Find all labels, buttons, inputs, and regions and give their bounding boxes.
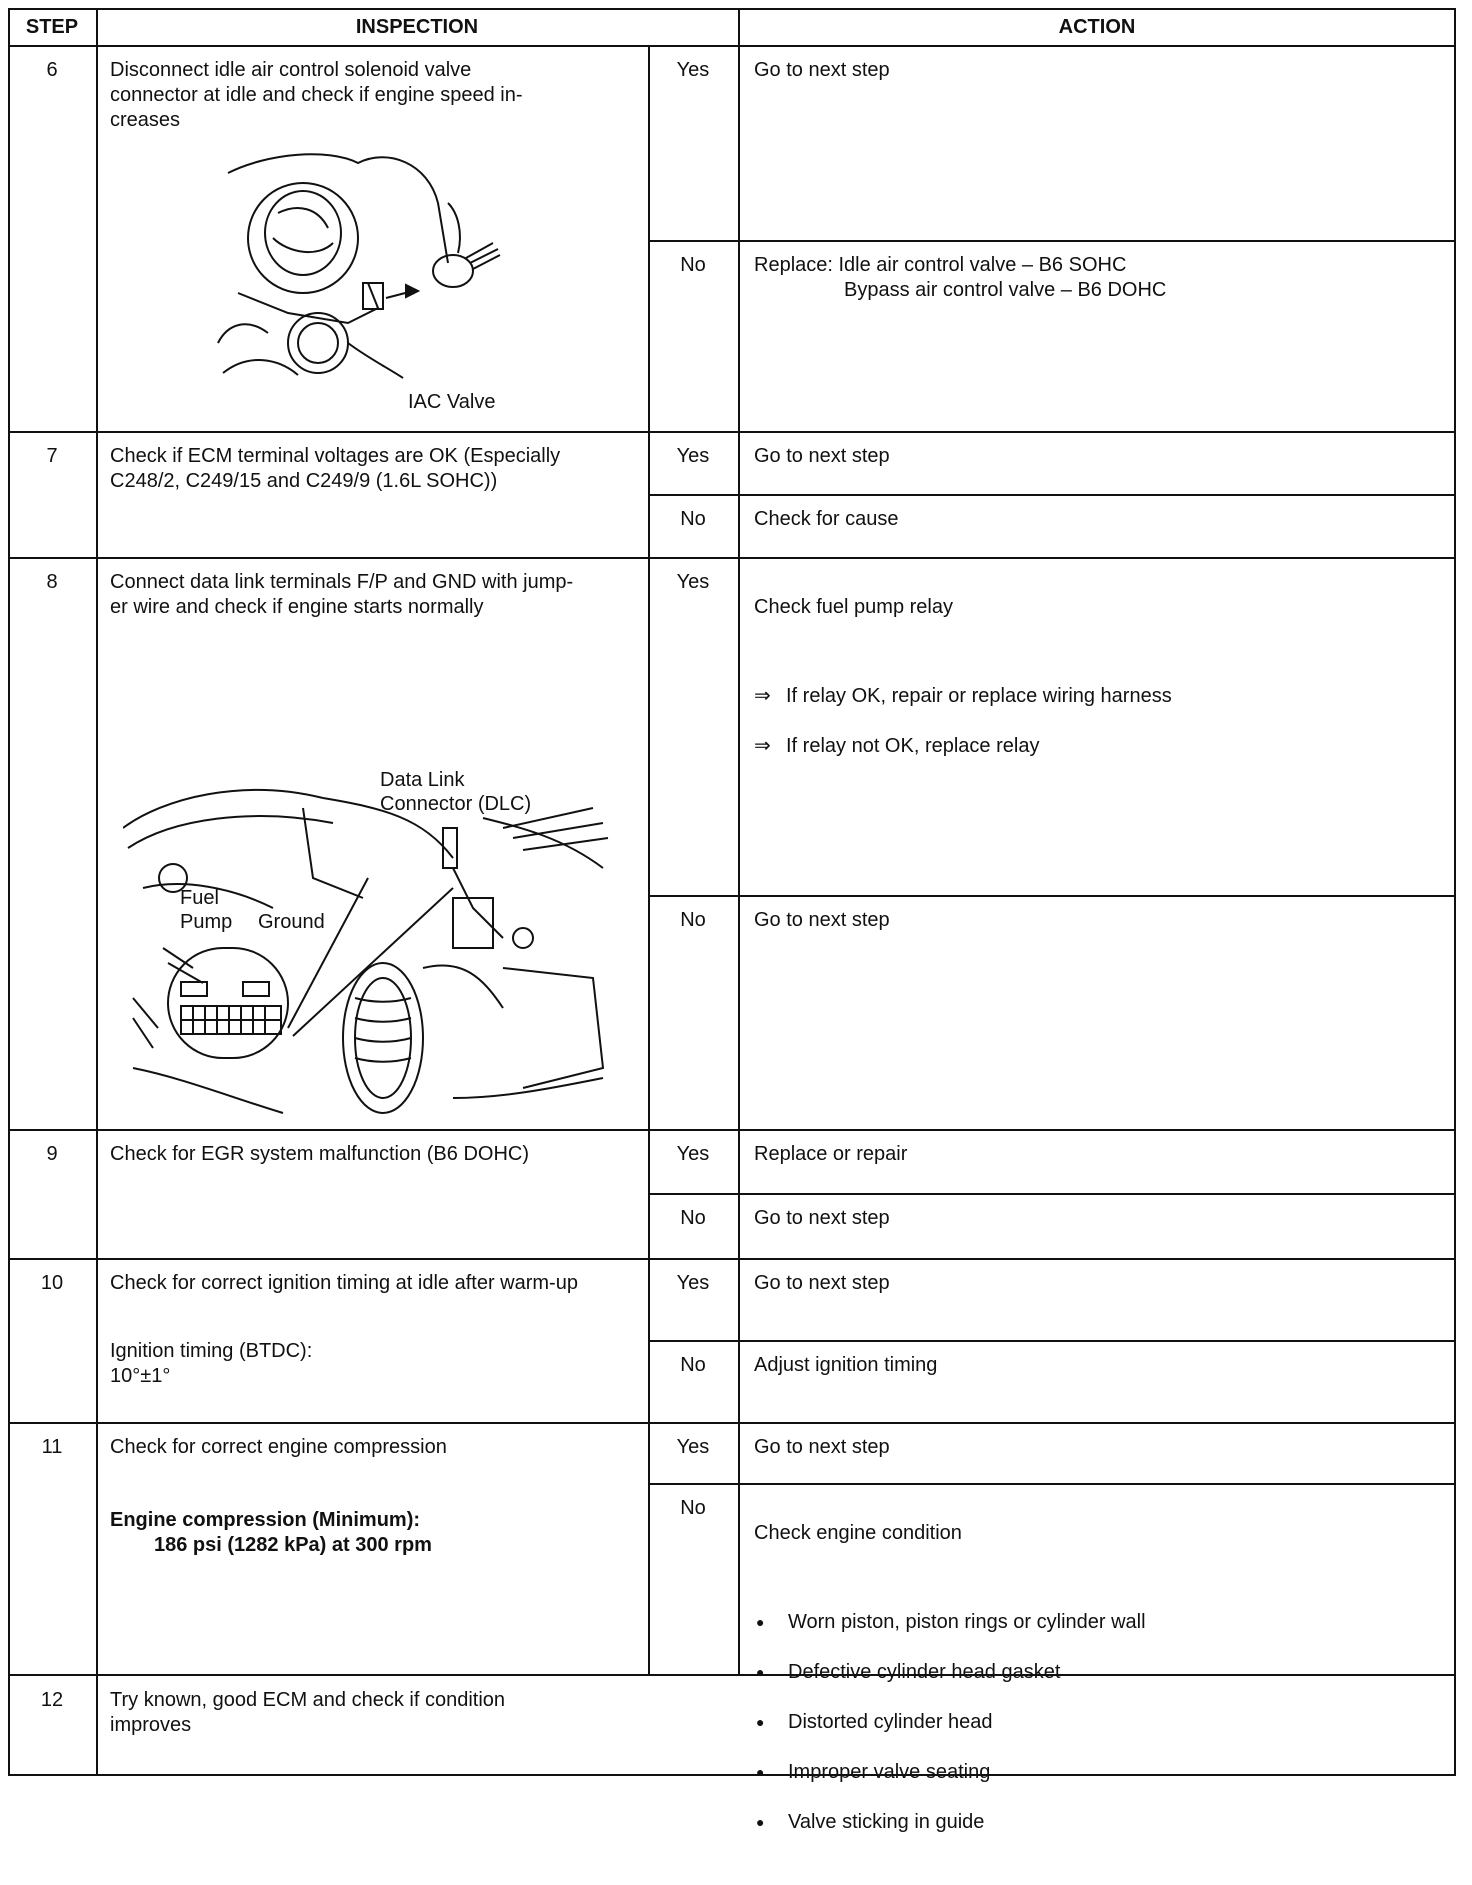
step-11-no: No [680, 1497, 706, 1519]
rule-right [1454, 8, 1456, 1776]
step-11-spec-value: 186 psi (1282 kPa) at 300 rpm [154, 1534, 432, 1556]
rule-6-7 [8, 431, 1456, 433]
rule-7-8 [8, 557, 1456, 559]
step-8-yes-sub-1: ⇒ If relay OK, repair or replace wiring harness [754, 684, 1444, 709]
fuel-pump-label: Fuel Pump [180, 887, 233, 933]
step-7-number: 7 [46, 445, 58, 467]
step-8-yes-subitems [754, 659, 1444, 784]
step-6-no: No [680, 254, 706, 276]
rule-8-9 [8, 1129, 1456, 1131]
step-8-yes-action [754, 570, 1444, 809]
rule-9-yn [648, 1193, 1456, 1195]
list-item: ● Distorted cylinder head [754, 1710, 1444, 1735]
step-8-no-action: Go to next step [754, 909, 890, 931]
step-8-yes: Yes [676, 571, 710, 593]
rule-7-yn [648, 494, 1456, 496]
rule-header [8, 45, 1456, 47]
step-9-no: No [680, 1207, 706, 1229]
step-7-no: No [680, 508, 706, 530]
list-item: ● Worn piston, piston rings or cylinder wall [754, 1610, 1444, 1635]
rule-11-yn [648, 1483, 1456, 1485]
rule-10-11 [8, 1422, 1456, 1424]
step-9-number: 9 [46, 1143, 58, 1165]
rule-left [8, 8, 10, 1776]
step-10-number: 10 [40, 1272, 64, 1294]
step-11-spec-title: Engine compression (Minimum): [110, 1509, 421, 1531]
rule-step [96, 8, 98, 1776]
step-8-yes-action-title: Check fuel pump relay [754, 596, 953, 618]
step-10-no-action: Adjust ignition timing [754, 1354, 938, 1376]
step-10-spec: Ignition timing (BTDC): 10°±1° [110, 1340, 313, 1387]
iac-valve-illustration [208, 143, 548, 383]
step-6-yes: Yes [676, 59, 710, 81]
step-8-no: No [680, 909, 706, 931]
rule-8-yn [648, 895, 1456, 897]
step-11-number: 11 [41, 1436, 63, 1458]
engine-condition-list [754, 1585, 1444, 1860]
step-6-number: 6 [46, 59, 58, 81]
rule-10-yn [648, 1340, 1456, 1342]
step-8-number: 8 [46, 571, 58, 593]
step-11-yes: Yes [676, 1436, 710, 1458]
diagnostic-table [8, 8, 1456, 1833]
step-12-inspection: Try known, good ECM and check if condition improves [110, 1689, 506, 1736]
step-8-yes-sub-2: ⇒ If relay not OK, replace relay [754, 734, 1444, 759]
dlc-illustration [123, 768, 613, 1118]
step-12-number: 12 [40, 1689, 64, 1711]
ground-label: Ground [258, 911, 325, 933]
header-action: ACTION [1058, 16, 1136, 38]
step-8-inspection: Connect data link terminals F/P and GND with jump- er wire and check if engine starts normally [110, 571, 574, 618]
step-9-yes: Yes [676, 1143, 710, 1165]
step-6-no-action-1: Replace: Idle air control valve – B6 SOHC [754, 254, 1127, 276]
step-7-inspection: Check if ECM terminal voltages are OK (Especially C248/2, C249/15 and C249/9 (1.6L SOHC)) [110, 445, 561, 492]
step-10-yes: Yes [676, 1272, 710, 1294]
rule-yn [648, 45, 650, 1676]
dlc-label: Data Link Connector (DLC) [380, 769, 532, 815]
step-11-no-action-title: Check engine condition [754, 1522, 962, 1544]
rule-top [8, 8, 1456, 10]
step-6-yes-action: Go to next step [754, 59, 890, 81]
list-item: ● Valve sticking in guide [754, 1810, 1444, 1835]
step-11-no-action [754, 1496, 1444, 1885]
list-item: ● Defective cylinder head gasket [754, 1660, 1444, 1685]
step-9-yes-action: Replace or repair [754, 1143, 908, 1165]
step-10-inspection: Check for correct ignition timing at idle after warm-up [110, 1272, 578, 1294]
header-step: STEP [25, 16, 79, 38]
step-6-no-action-2: Bypass air control valve – B6 DOHC [844, 279, 1167, 301]
step-9-no-action: Go to next step [754, 1207, 890, 1229]
step-11-inspection: Check for correct engine compression [110, 1436, 447, 1458]
step-7-yes: Yes [676, 445, 710, 467]
header-inspection: INSPECTION [355, 16, 479, 38]
list-item: ● Improper valve seating [754, 1760, 1444, 1785]
step-7-yes-action: Go to next step [754, 445, 890, 467]
rule-9-10 [8, 1258, 1456, 1260]
step-7-no-action: Check for cause [754, 508, 899, 530]
step-9-inspection: Check for EGR system malfunction (B6 DOHC) [110, 1143, 529, 1165]
step-11-yes-action: Go to next step [754, 1436, 890, 1458]
rule-6-yn [648, 240, 1456, 242]
rule-action [738, 8, 740, 1676]
step-10-yes-action: Go to next step [754, 1272, 890, 1294]
step-10-no: No [680, 1354, 706, 1376]
iac-valve-label: IAC Valve [408, 391, 496, 413]
step-6-inspection: Disconnect idle air control solenoid valve connector at idle and check if engine speed in- creases [110, 59, 523, 131]
